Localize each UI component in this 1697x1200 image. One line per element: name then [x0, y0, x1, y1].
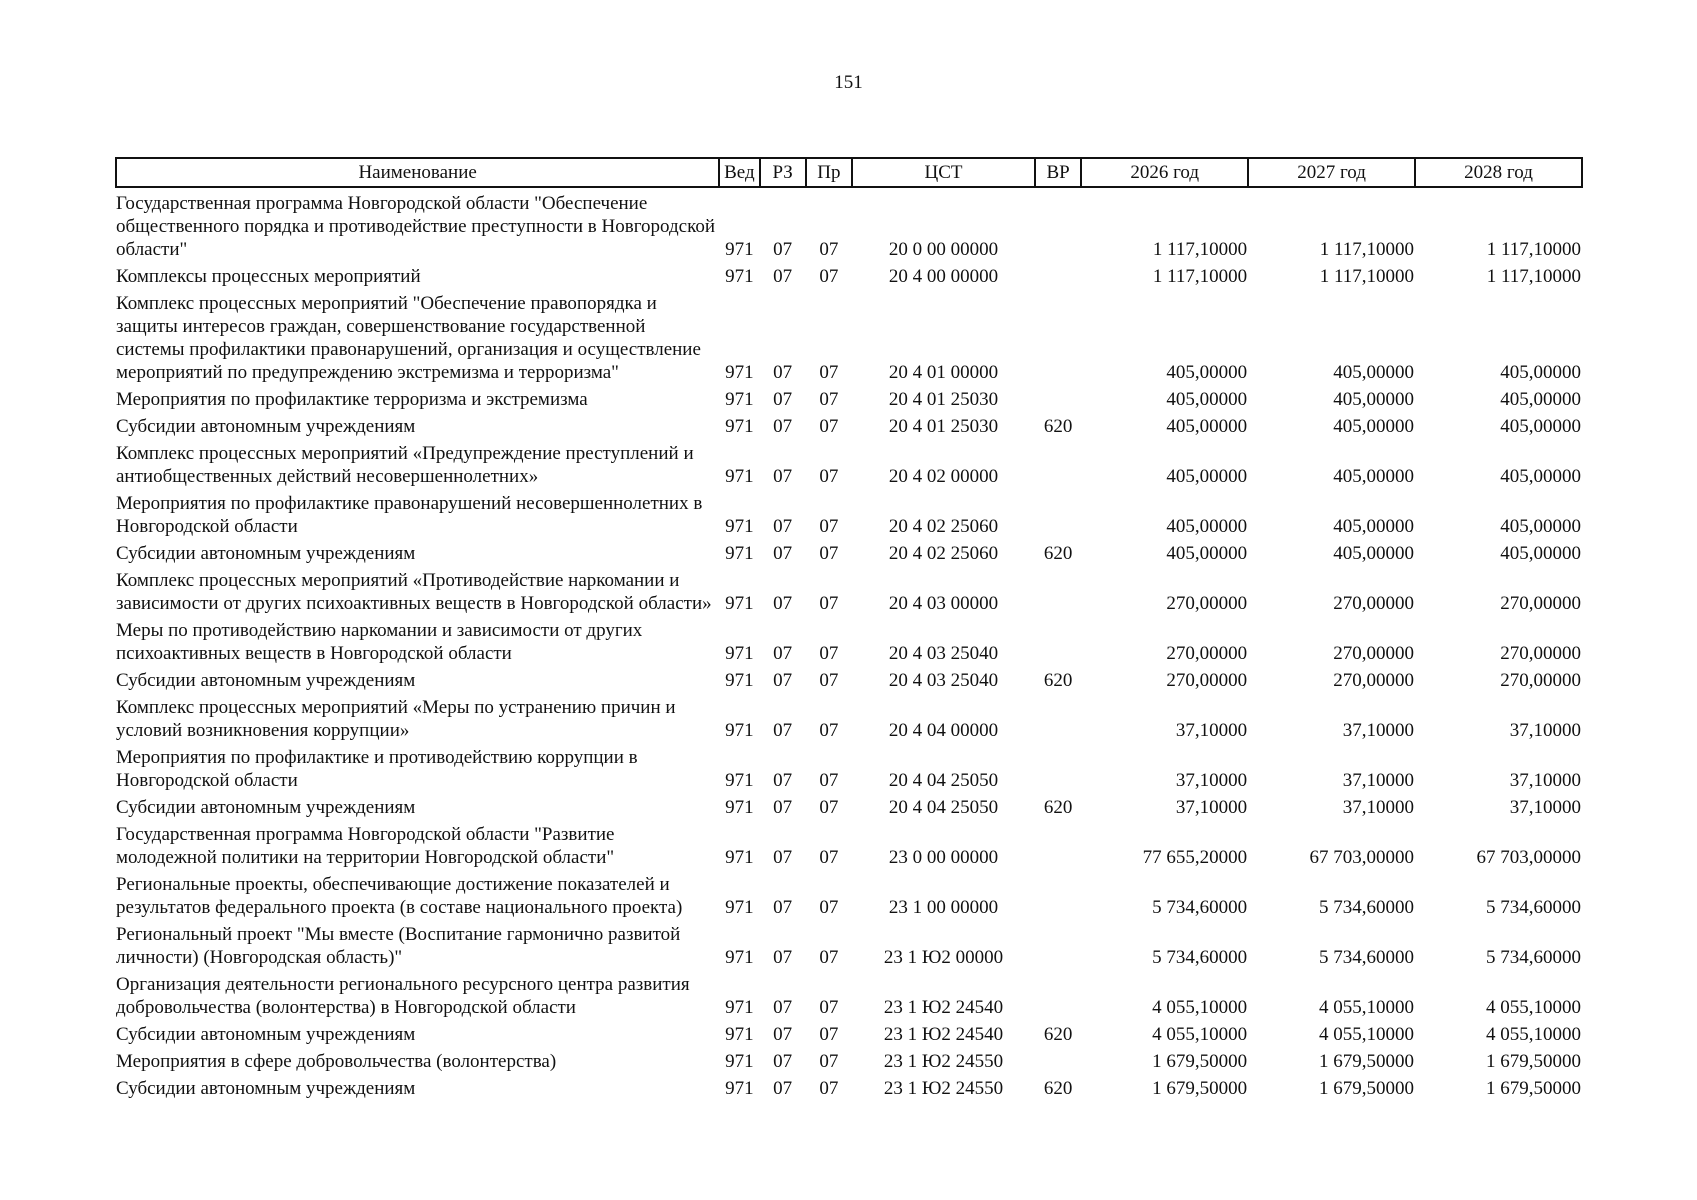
header-cst: ЦСТ — [852, 158, 1035, 187]
row-rz-cell: 07 — [773, 847, 793, 868]
row-ved-cell: 971 — [725, 1051, 754, 1072]
header-row — [116, 158, 1582, 187]
row-rz-cell: 07 — [773, 266, 793, 287]
row-2028-cell: 405,00000 — [1500, 389, 1581, 410]
row-2026-cell: 405,00000 — [1166, 389, 1248, 410]
row-ved-cell: 971 — [725, 516, 754, 537]
row-rz-cell: 07 — [773, 239, 793, 260]
row-pr-cell: 07 — [819, 997, 839, 1018]
row-cst-cell: 23 1 Ю2 24540 — [883, 997, 1004, 1018]
row-2026-cell: 405,00000 — [1166, 516, 1248, 537]
row-vr-cell — [1035, 261, 1081, 288]
row-cst-cell: 20 4 04 00000 — [888, 720, 999, 741]
row-2027-cell: 4 055,10000 — [1319, 1024, 1415, 1045]
row-pr-cell: 07 — [819, 897, 839, 918]
row-2027-cell: 1 117,10000 — [1319, 266, 1415, 287]
row-vr-cell: 620 — [1043, 416, 1073, 437]
row-2028-cell: 1 679,50000 — [1486, 1051, 1581, 1072]
row-2028-cell: 4 055,10000 — [1486, 997, 1581, 1018]
row-2028-cell: 405,00000 — [1500, 543, 1581, 564]
row-pr-cell: 07 — [819, 362, 839, 383]
row-2027-cell: 405,00000 — [1333, 516, 1415, 537]
row-2028-cell: 405,00000 — [1500, 416, 1581, 437]
row-ved-cell: 971 — [725, 416, 754, 437]
row-2026-cell: 37,10000 — [1175, 720, 1248, 741]
row-name-cell: Субсидии автономным учреждениям — [116, 416, 416, 437]
table-row — [116, 742, 1582, 792]
table-row — [116, 869, 1582, 919]
row-2027-cell: 37,10000 — [1342, 720, 1415, 741]
budget-table — [115, 157, 1583, 1100]
row-2026-cell: 4 055,10000 — [1152, 997, 1248, 1018]
table-row — [116, 792, 1582, 819]
row-2027-cell: 67 703,00000 — [1309, 847, 1415, 868]
row-name-cell: Государственная программа Новгородской области "Развитие молодежной политики на территории Новгородской области" — [116, 824, 615, 868]
row-pr-cell: 07 — [819, 643, 839, 664]
row-ved-cell: 971 — [725, 997, 754, 1018]
table-row — [116, 288, 1582, 384]
row-vr-cell — [1035, 919, 1081, 969]
row-2028-cell: 37,10000 — [1509, 770, 1581, 791]
row-pr-cell: 07 — [819, 516, 839, 537]
table-row — [116, 1019, 1582, 1046]
row-vr-cell — [1035, 742, 1081, 792]
row-rz-cell: 07 — [773, 1078, 793, 1099]
row-2027-cell: 270,00000 — [1333, 593, 1415, 614]
table-row — [116, 438, 1582, 488]
row-cst-cell: 23 1 Ю2 00000 — [883, 947, 1004, 968]
row-2028-cell: 37,10000 — [1509, 797, 1581, 818]
row-vr-cell — [1035, 615, 1081, 665]
row-cst-cell: 20 4 03 25040 — [888, 670, 999, 691]
table-row — [116, 538, 1582, 565]
row-vr-cell — [1035, 438, 1081, 488]
row-rz-cell: 07 — [773, 720, 793, 741]
row-2028-cell: 5 734,60000 — [1486, 897, 1581, 918]
row-2027-cell: 37,10000 — [1342, 770, 1415, 791]
row-name-cell: Комплекс процессных мероприятий «Предупреждение преступлений и антиобщественных действий несовершеннолетних» — [116, 443, 694, 487]
row-rz-cell: 07 — [773, 466, 793, 487]
row-2027-cell: 405,00000 — [1333, 466, 1415, 487]
row-name-cell: Мероприятия по профилактике и противодействию коррупции в Новгородской области — [116, 747, 638, 791]
row-pr-cell: 07 — [819, 1024, 839, 1045]
row-rz-cell: 07 — [773, 997, 793, 1018]
table-row — [116, 969, 1582, 1019]
row-vr-cell: 620 — [1043, 1078, 1073, 1099]
table-row — [116, 665, 1582, 692]
row-cst-cell: 20 4 03 25040 — [888, 643, 999, 664]
row-rz-cell: 07 — [773, 670, 793, 691]
row-vr-cell — [1035, 1046, 1081, 1073]
table-row — [116, 384, 1582, 411]
row-pr-cell: 07 — [819, 466, 839, 487]
row-name-cell: Субсидии автономным учреждениям — [116, 543, 416, 564]
row-rz-cell: 07 — [773, 516, 793, 537]
table-row — [116, 615, 1582, 665]
row-2026-cell: 1 117,10000 — [1152, 239, 1248, 260]
header-rz: РЗ — [760, 158, 806, 187]
table-row — [116, 565, 1582, 615]
row-2027-cell: 1 117,10000 — [1319, 239, 1415, 260]
row-2027-cell: 405,00000 — [1333, 362, 1415, 383]
row-name-cell: Субсидии автономным учреждениям — [116, 1078, 416, 1099]
header-ved: Вед — [719, 158, 759, 187]
row-pr-cell: 07 — [819, 416, 839, 437]
row-2026-cell: 37,10000 — [1175, 770, 1248, 791]
row-pr-cell: 07 — [819, 543, 839, 564]
row-2028-cell: 4 055,10000 — [1486, 1024, 1581, 1045]
row-vr-cell — [1035, 187, 1081, 261]
header-2028: 2028 год — [1415, 158, 1582, 187]
table-row — [116, 919, 1582, 969]
row-2028-cell: 37,10000 — [1509, 720, 1581, 741]
row-2028-cell: 1 679,50000 — [1486, 1078, 1581, 1099]
table-row — [116, 411, 1582, 438]
row-pr-cell: 07 — [819, 593, 839, 614]
row-2026-cell: 1 117,10000 — [1152, 266, 1248, 287]
row-pr-cell: 07 — [819, 670, 839, 691]
row-pr-cell: 07 — [819, 770, 839, 791]
row-2026-cell: 5 734,60000 — [1152, 897, 1248, 918]
row-ved-cell: 971 — [725, 847, 754, 868]
row-2026-cell: 405,00000 — [1166, 416, 1248, 437]
table-row — [116, 1046, 1582, 1073]
row-2027-cell: 1 679,50000 — [1319, 1078, 1415, 1099]
row-2027-cell: 37,10000 — [1342, 797, 1415, 818]
row-vr-cell — [1035, 565, 1081, 615]
row-vr-cell — [1035, 819, 1081, 869]
row-cst-cell: 20 4 01 00000 — [888, 362, 999, 383]
row-name-cell: Субсидии автономным учреждениям — [116, 1024, 416, 1045]
row-ved-cell: 971 — [725, 897, 754, 918]
row-2028-cell: 270,00000 — [1500, 593, 1581, 614]
row-2027-cell: 270,00000 — [1333, 643, 1415, 664]
row-rz-cell: 07 — [773, 543, 793, 564]
row-vr-cell: 620 — [1043, 797, 1073, 818]
row-name-cell: Комплекс процессных мероприятий «Противодействие наркомании и зависимости от других психоактивных веществ в Новгородской области» — [116, 570, 712, 614]
row-name-cell: Государственная программа Новгородской области "Обеспечение общественного порядка и противодействие преступности в Новгородской области" — [116, 193, 716, 260]
row-ved-cell: 971 — [725, 239, 754, 260]
header-name: Наименование — [116, 158, 719, 187]
row-name-cell: Региональные проекты, обеспечивающие достижение показателей и результатов федерального проекта (в составе национального проекта) — [116, 874, 683, 918]
row-cst-cell: 20 4 03 00000 — [888, 593, 999, 614]
row-ved-cell: 971 — [725, 1024, 754, 1045]
row-ved-cell: 971 — [725, 389, 754, 410]
table-row — [116, 488, 1582, 538]
row-name-cell: Комплекс процессных мероприятий «Меры по устранению причин и условий возникновения коррупции» — [116, 697, 676, 741]
row-2027-cell: 405,00000 — [1333, 416, 1415, 437]
row-rz-cell: 07 — [773, 1024, 793, 1045]
header-2027: 2027 год — [1248, 158, 1415, 187]
row-2026-cell: 405,00000 — [1166, 543, 1248, 564]
row-name-cell: Комплексы процессных мероприятий — [116, 266, 421, 287]
row-2028-cell: 405,00000 — [1500, 362, 1581, 383]
header-vr: ВР — [1035, 158, 1081, 187]
row-2027-cell: 270,00000 — [1333, 670, 1415, 691]
row-ved-cell: 971 — [725, 362, 754, 383]
row-2028-cell: 1 117,10000 — [1486, 266, 1581, 287]
row-2026-cell: 405,00000 — [1166, 466, 1248, 487]
row-ved-cell: 971 — [725, 797, 754, 818]
row-2026-cell: 270,00000 — [1166, 670, 1248, 691]
row-pr-cell: 07 — [819, 239, 839, 260]
row-cst-cell: 20 4 02 00000 — [888, 466, 999, 487]
row-ved-cell: 971 — [725, 466, 754, 487]
row-name-cell: Организация деятельности регионального ресурсного центра развития добровольчества (волонтерства) в Новгородской области — [116, 974, 690, 1018]
row-2026-cell: 37,10000 — [1175, 797, 1248, 818]
table-row — [116, 819, 1582, 869]
row-pr-cell: 07 — [819, 266, 839, 287]
row-2026-cell: 270,00000 — [1166, 643, 1248, 664]
row-pr-cell: 07 — [819, 947, 839, 968]
row-name-cell: Мероприятия по профилактике правонарушений несовершеннолетних в Новгородской области — [116, 493, 703, 537]
row-2028-cell: 405,00000 — [1500, 516, 1581, 537]
table-body — [116, 187, 1582, 1100]
row-2026-cell: 5 734,60000 — [1152, 947, 1248, 968]
row-ved-cell: 971 — [725, 593, 754, 614]
row-pr-cell: 07 — [819, 1078, 839, 1099]
row-2028-cell: 270,00000 — [1500, 670, 1581, 691]
row-2027-cell: 1 679,50000 — [1319, 1051, 1415, 1072]
row-rz-cell: 07 — [773, 593, 793, 614]
row-ved-cell: 971 — [725, 543, 754, 564]
row-rz-cell: 07 — [773, 1051, 793, 1072]
row-2026-cell: 4 055,10000 — [1152, 1024, 1248, 1045]
row-2026-cell: 77 655,20000 — [1142, 847, 1248, 868]
row-cst-cell: 20 4 02 25060 — [888, 543, 999, 564]
row-2026-cell: 270,00000 — [1166, 593, 1248, 614]
row-2026-cell: 405,00000 — [1166, 362, 1248, 383]
row-2027-cell: 5 734,60000 — [1319, 897, 1415, 918]
header-2026: 2026 год — [1081, 158, 1248, 187]
row-cst-cell: 20 4 04 25050 — [888, 770, 999, 791]
row-2026-cell: 1 679,50000 — [1152, 1078, 1248, 1099]
row-vr-cell — [1035, 692, 1081, 742]
row-name-cell: Мероприятия по профилактике терроризма и экстремизма — [116, 389, 588, 410]
row-pr-cell: 07 — [819, 797, 839, 818]
table-row — [116, 187, 1582, 261]
row-name-cell: Региональный проект "Мы вместе (Воспитание гармонично развитой личности) (Новгородская область)" — [116, 924, 681, 968]
row-2027-cell: 4 055,10000 — [1319, 997, 1415, 1018]
row-rz-cell: 07 — [773, 770, 793, 791]
row-rz-cell: 07 — [773, 643, 793, 664]
row-vr-cell — [1035, 288, 1081, 384]
row-vr-cell — [1035, 384, 1081, 411]
header-pr: Пр — [806, 158, 852, 187]
row-name-cell: Меры по противодействию наркомании и зависимости от других психоактивных веществ в Новгородской области — [116, 620, 643, 664]
row-ved-cell: 971 — [725, 670, 754, 691]
row-name-cell: Комплекс процессных мероприятий "Обеспечение правопорядка и защиты интересов граждан, совершенствование государственной системы профилактики правонарушений, организация и осуществление мероприятий по предупреждению экстремизма и терроризма" — [116, 293, 701, 383]
row-name-cell: Субсидии автономным учреждениям — [116, 797, 416, 818]
row-cst-cell: 23 1 Ю2 24540 — [883, 1024, 1004, 1045]
row-2027-cell: 405,00000 — [1333, 389, 1415, 410]
page-number: 151 — [834, 72, 863, 93]
row-cst-cell: 23 1 Ю2 24550 — [883, 1078, 1004, 1099]
row-pr-cell: 07 — [819, 847, 839, 868]
row-rz-cell: 07 — [773, 897, 793, 918]
table-row — [116, 1073, 1582, 1100]
row-rz-cell: 07 — [773, 947, 793, 968]
row-vr-cell — [1035, 488, 1081, 538]
row-rz-cell: 07 — [773, 362, 793, 383]
row-ved-cell: 971 — [725, 266, 754, 287]
row-rz-cell: 07 — [773, 797, 793, 818]
row-cst-cell: 20 4 00 00000 — [888, 266, 999, 287]
table-row — [116, 692, 1582, 742]
row-ved-cell: 971 — [725, 643, 754, 664]
row-cst-cell: 20 4 04 25050 — [888, 797, 999, 818]
row-2028-cell: 67 703,00000 — [1476, 847, 1581, 868]
row-cst-cell: 20 4 01 25030 — [888, 389, 999, 410]
row-2028-cell: 270,00000 — [1500, 643, 1581, 664]
row-name-cell: Мероприятия в сфере добровольчества (волонтерства) — [116, 1051, 557, 1072]
row-ved-cell: 971 — [725, 770, 754, 791]
row-vr-cell — [1035, 969, 1081, 1019]
row-2028-cell: 1 117,10000 — [1486, 239, 1581, 260]
row-vr-cell: 620 — [1043, 543, 1073, 564]
row-vr-cell: 620 — [1043, 1024, 1073, 1045]
table-row — [116, 261, 1582, 288]
row-cst-cell: 20 4 01 25030 — [888, 416, 999, 437]
row-rz-cell: 07 — [773, 389, 793, 410]
row-pr-cell: 07 — [819, 720, 839, 741]
row-cst-cell: 23 1 Ю2 24550 — [883, 1051, 1004, 1072]
row-rz-cell: 07 — [773, 416, 793, 437]
row-ved-cell: 971 — [725, 947, 754, 968]
row-2027-cell: 5 734,60000 — [1319, 947, 1415, 968]
row-cst-cell: 20 0 00 00000 — [888, 239, 999, 260]
row-pr-cell: 07 — [819, 1051, 839, 1072]
row-ved-cell: 971 — [725, 720, 754, 741]
row-vr-cell: 620 — [1043, 670, 1073, 691]
row-2026-cell: 1 679,50000 — [1152, 1051, 1248, 1072]
row-cst-cell: 23 1 00 00000 — [888, 897, 999, 918]
row-2027-cell: 405,00000 — [1333, 543, 1415, 564]
row-2028-cell: 405,00000 — [1500, 466, 1581, 487]
row-ved-cell: 971 — [725, 1078, 754, 1099]
row-pr-cell: 07 — [819, 389, 839, 410]
row-2028-cell: 5 734,60000 — [1486, 947, 1581, 968]
row-cst-cell: 23 0 00 00000 — [888, 847, 999, 868]
row-cst-cell: 20 4 02 25060 — [888, 516, 999, 537]
row-vr-cell — [1035, 869, 1081, 919]
row-name-cell: Субсидии автономным учреждениям — [116, 670, 416, 691]
